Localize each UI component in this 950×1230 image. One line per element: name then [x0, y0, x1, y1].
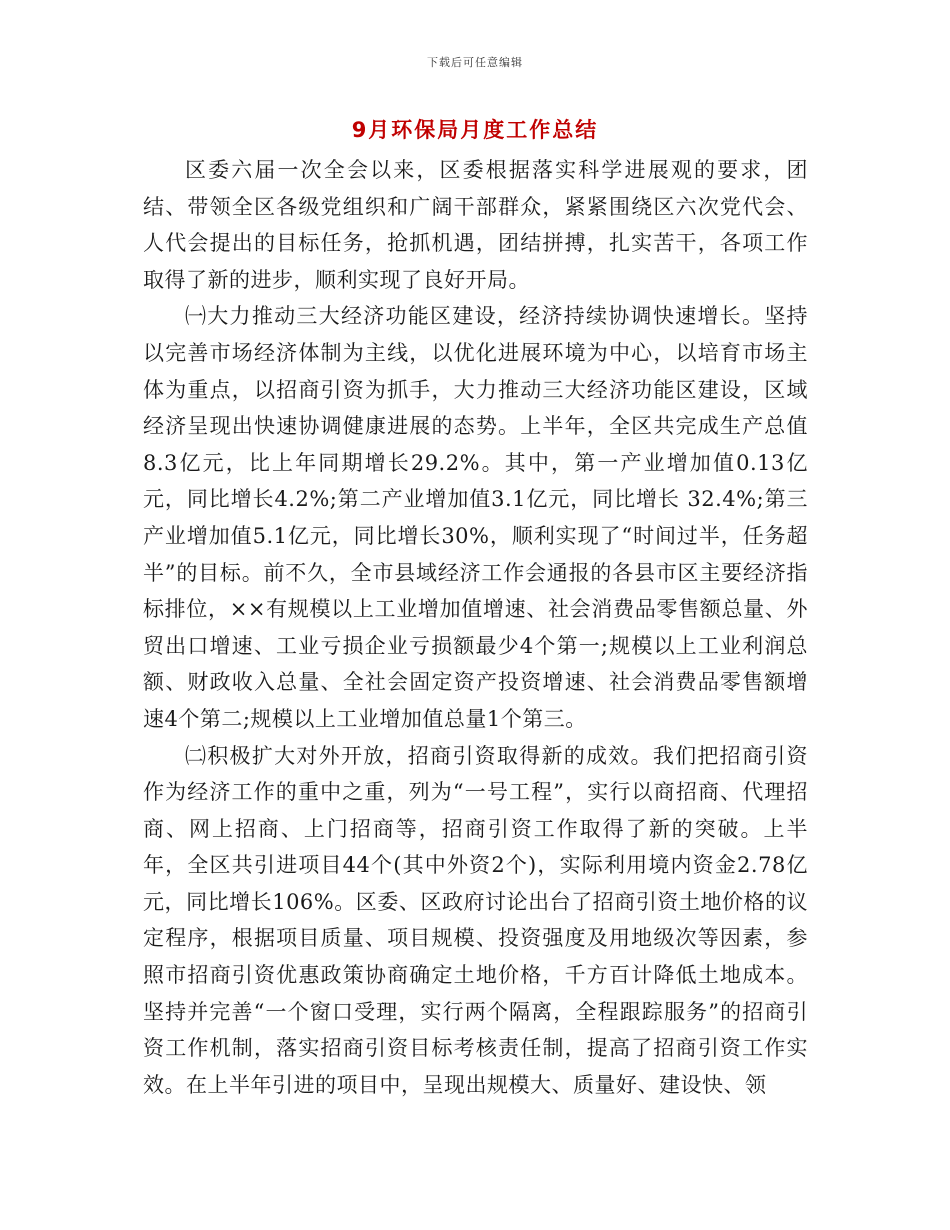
document-body	[143, 152, 808, 1103]
paragraph-section-2: ㈡积极扩大对外开放，招商引资取得新的成效。我们把招商引资作为经济工作的重中之重，列为“一号工程”，实行以商招商、代理招商、网上招商、上门招商等，招商引资工作取得了新的突破。上半年，全区共引进项目44个(其中外资2个)，实际利用境内资金2.78亿元，同比增长106%。区委、区政府讨论出台了招商引资土地价格的议定程序，根据项目质量、项目规模、投资强度及用地级次等因素，参照市招商引资优惠政策协商确定土地价格，千方百计降低土地成本。坚持并完善“一个窗口受理，实行两个隔离，全程跟踪服务”的招商引资工作机制，落实招商引资目标考核责任制，提高了招商引资工作实效。在上半年引进的项目中，呈现出规模大、质量好、建设快、领	[143, 743, 808, 1097]
document-title: 9月环保局月度工作总结	[351, 118, 599, 142]
header-note: 下载后可任意编辑	[427, 56, 523, 69]
paragraph-intro: 区委六届一次全会以来，区委根据落实科学进展观的要求，团结、带领全区各级党组织和广阔干部群众，紧紧围绕区六次党代会、人代会提出的目标任务，抢抓机遇，团结拼搏，扎实苦干，各项工作取得了新的进步，顺利实现了良好开局。	[143, 158, 808, 292]
paragraph-section-1: ㈠大力推动三大经济功能区建设，经济持续协调快速增长。坚持以完善市场经济体制为主线，以优化进展环境为中心，以培育市场主体为重点，以招商引资为抓手，大力推动三大经济功能区建设，区域经济呈现出快速协调健康进展的态势。上半年，全区共完成生产总值8.3亿元，比上年同期增长29.2%。其中，第一产业增加值0.13亿元，同比增长4.2%;第二产业增加值3.1亿元，同比增长 32.4%;第三产业增加值5.1亿元，同比增长30%，顺利实现了“时间过半，任务超半”的目标。前不久，全市县域经济工作会通报的各县市区主要经济指标排位，××有规模以上工业增加值增速、社会消费品零售额总量、外贸出口增速、工业亏损企业亏损额最少4个第一;规模以上工业利润总额、财政收入总量、全社会固定资产投资增速、社会消费品零售额增速4个第二;规模以上工业增加值总量1个第三。	[143, 304, 808, 731]
